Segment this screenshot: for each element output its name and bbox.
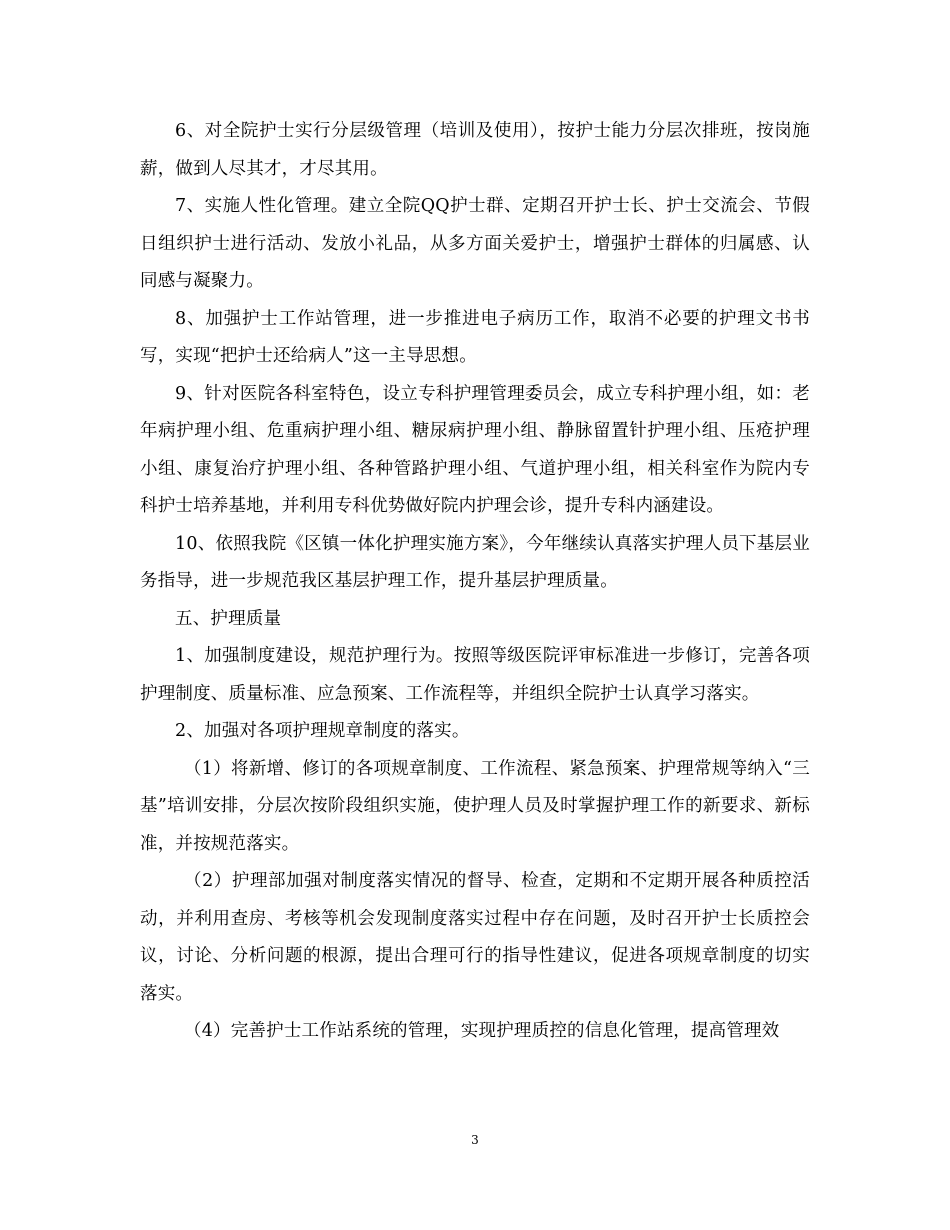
paragraph-item-7: 7、实施人性化管理。建立全院QQ护士群、定期召开护士长、护士交流会、节假日组织护士进行活动、发放小礼品，从多方面关爱护士，增强护士群体的归属感、认同感与凝聚力。 bbox=[140, 196, 810, 291]
paragraph-quality-2: 2、加强对各项护理规章制度的落实。 bbox=[175, 721, 470, 741]
paragraph-item-6: 6、对全院护士实行分层级管理（培训及使用），按护士能力分层次排班，按岗施薪，做到人尽其才，才尽其用。 bbox=[140, 121, 810, 179]
paragraph-subitem-1: （1）将新增、修订的各项规章制度、工作流程、紧急预案、护理常规等纳入“三基”培训安排，分层次按阶段组织实施，使护理人员及时掌握护理工作的新要求、新标准，并按规范落实。 bbox=[140, 758, 810, 854]
paragraph-quality-1: 1、加强制度建设，规范护理行为。按照等级医院评审标准进一步修订，完善各项护理制度、质量标准、应急预案、工作流程等，并组织全院护士认真学习落实。 bbox=[140, 646, 810, 704]
paragraph-item-8: 8、加强护士工作站管理，进一步推进电子病历工作，取消不必要的护理文书书写，实现“把护士还给病人”这一主导思想。 bbox=[140, 308, 810, 366]
paragraph-item-9: 9、针对医院各科室特色，设立专科护理管理委员会，成立专科护理小组，如：老年病护理小组、危重病护理小组、糖尿病护理小组、静脉留置针护理小组、压疮护理小组、康复治疗护理小组、各种管路护理小组、气道护理小组，相关科室作为院内专科护士培养基地，并利用专科优势做好院内护理会诊，提升专科内涵建设。 bbox=[140, 383, 810, 516]
document-body bbox=[140, 113, 810, 1051]
paragraph-subitem-2: （2）护理部加强对制度落实情况的督导、检查，定期和不定期开展各种质控活动，并利用查房、考核等机会发现制度落实过程中存在问题，及时召开护士长质控会议，讨论、分析问题的根源，提出合理可行的指导性建议，促进各项规章制度的切实落实。 bbox=[140, 871, 810, 1004]
page-number: 3 bbox=[471, 1133, 479, 1147]
paragraph-item-10: 10、依照我院《区镇一体化护理实施方案》，今年继续认真落实护理人员下基层业务指导，进一步规范我区基层护理工作，提升基层护理质量。 bbox=[140, 533, 810, 591]
section-heading: 五、护理质量 bbox=[175, 608, 282, 629]
paragraph-subitem-4: （4）完善护士工作站系统的管理，实现护理质控的信息化管理，提高管理效 bbox=[184, 1021, 780, 1041]
